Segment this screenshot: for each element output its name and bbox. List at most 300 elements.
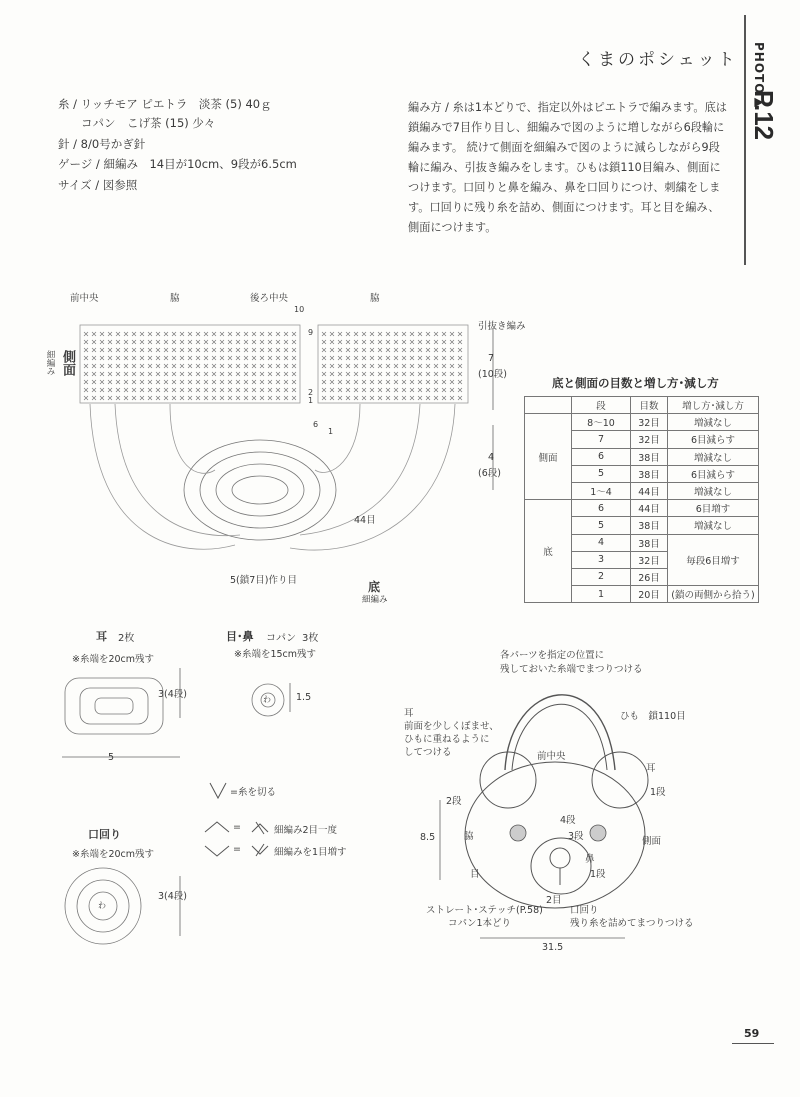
stitch-mark: [180, 364, 184, 368]
stitch-mark: [426, 364, 430, 368]
stitch-mark: [204, 340, 208, 344]
stitch-mark: [322, 396, 326, 400]
stitch-mark: [212, 348, 216, 352]
stitch-mark: [322, 364, 326, 368]
legend-dec: 細編み2目一度: [274, 825, 338, 836]
stitch-mark: [386, 332, 390, 336]
bottom-row-6: 6: [313, 420, 319, 429]
stitch-mark: [338, 372, 342, 376]
stitch-mark: [362, 356, 366, 360]
stitch-mark: [402, 332, 406, 336]
stitch-mark: [84, 348, 88, 352]
stitch-mark: [252, 388, 256, 392]
stitch-mark: [354, 340, 358, 344]
stitch-mark: [108, 388, 112, 392]
stitch-mark: [330, 356, 334, 360]
page-number: 59: [744, 1027, 760, 1040]
stitch-mark: [260, 364, 264, 368]
stitch-mark: [346, 380, 350, 384]
stitch-mark: [228, 364, 232, 368]
stitch-mark: [338, 388, 342, 392]
stitch-mark: [156, 332, 160, 336]
stitch-mark: [370, 348, 374, 352]
spec-yarn: 糸 / リッチモア ピエトラ 淡茶 (5) 40ｇ: [58, 97, 272, 111]
stitch-mark: [196, 364, 200, 368]
stitch-mark: [228, 356, 232, 360]
stitch-mark: [172, 348, 176, 352]
cell: 26目: [631, 568, 668, 585]
stitch-mark: [410, 332, 414, 336]
stitch-mark: [116, 332, 120, 336]
cell: 38目: [631, 465, 668, 482]
cell: 増減なし: [668, 482, 759, 499]
stitch-mark: [450, 364, 454, 368]
stitch-mark: [100, 388, 104, 392]
spec-hook: 針 / 8/0号かぎ針: [58, 137, 146, 151]
stitch-mark: [378, 364, 382, 368]
spec-size: サイズ / 図参照: [58, 178, 138, 192]
stitch-mark: [292, 364, 296, 368]
cell: 2: [572, 568, 631, 585]
stitch-mark: [140, 364, 144, 368]
stitch-mark: [140, 356, 144, 360]
stitch-mark: [148, 396, 152, 400]
ear-title: 耳: [96, 630, 107, 643]
stitch-mark: [84, 388, 88, 392]
stitch-mark: [228, 380, 232, 384]
stitch-mark: [418, 340, 422, 344]
stitch-mark: [252, 364, 256, 368]
stitch-mark: [402, 340, 406, 344]
stitch-mark: [330, 372, 334, 376]
stitch-mark: [92, 380, 96, 384]
eye-note: ※糸端を15cm残す: [234, 649, 317, 660]
stitch-mark: [100, 332, 104, 336]
stitch-mark: [164, 340, 168, 344]
stitch-mark: [330, 396, 334, 400]
cell: 6目減らす: [668, 465, 759, 482]
cell: 8〜10: [572, 414, 631, 431]
stitch-mark: [450, 340, 454, 344]
header-row: 段: [572, 397, 631, 414]
stitch-mark: [386, 380, 390, 384]
stitch-mark: [220, 356, 224, 360]
stitch-mark: [132, 380, 136, 384]
stitch-mark: [434, 356, 438, 360]
stitch-mark: [212, 364, 216, 368]
stitch-mark: [188, 396, 192, 400]
stitch-mark: [378, 340, 382, 344]
stitch-mark: [330, 380, 334, 384]
stitch-mark: [458, 364, 462, 368]
mouth-ring: わ: [98, 901, 106, 910]
stitch-mark: [370, 396, 374, 400]
stitch-mark: [148, 340, 152, 344]
cell: 44目: [631, 482, 668, 499]
stitch-mark: [116, 396, 120, 400]
ear-height: 3(4段): [158, 689, 188, 700]
stitch-mark: [164, 348, 168, 352]
stitch-mark: [116, 364, 120, 368]
stitch-mark: [116, 356, 120, 360]
stitch-mark: [426, 372, 430, 376]
stitch-mark: [268, 364, 272, 368]
stitch-mark: [322, 388, 326, 392]
stitch-mark: [458, 348, 462, 352]
stitch-mark: [434, 372, 438, 376]
stitch-mark: [156, 380, 160, 384]
merged-cell: 毎段6目増す: [668, 534, 759, 586]
stitch-mark: [292, 396, 296, 400]
cell: 38目: [631, 534, 668, 551]
stitch-mark: [322, 380, 326, 384]
stitch-mark: [370, 372, 374, 376]
stitch-mark: [124, 380, 128, 384]
stitch-mark: [322, 348, 326, 352]
stitch-mark: [378, 348, 382, 352]
stitch-mark: [442, 340, 446, 344]
stitch-mark: [196, 332, 200, 336]
row-1-label: 1: [308, 396, 314, 405]
stitch-mark: [116, 380, 120, 384]
stitch-mark: [236, 396, 240, 400]
stitch-mark: [124, 340, 128, 344]
stitch-mark: [338, 380, 342, 384]
stitch-mark: [172, 388, 176, 392]
stitch-mark: [84, 340, 88, 344]
header-count: 目数: [631, 397, 668, 414]
stitch-mark: [434, 332, 438, 336]
bottom-row-1: 1: [328, 427, 334, 436]
stitch-mark: [124, 332, 128, 336]
stitch-mark: [252, 332, 256, 336]
stitch-mark: [84, 372, 88, 376]
stitch-mark: [220, 348, 224, 352]
stitch-mark: [458, 388, 462, 392]
stitch-mark: [132, 364, 136, 368]
stitch-mark: [108, 332, 112, 336]
stitch-mark: [434, 388, 438, 392]
stitch-mark: [410, 388, 414, 392]
stitch-mark: [362, 380, 366, 384]
stitch-note-1: ストレート･ステッチ(P.58): [426, 905, 543, 916]
count-44-label: 44目: [354, 515, 376, 526]
stitch-mark: [172, 380, 176, 384]
stitch-mark: [132, 356, 136, 360]
stitch-mark: [132, 396, 136, 400]
stitch-mark: [402, 380, 406, 384]
stitch-mark: [204, 396, 208, 400]
stitch-mark: [292, 380, 296, 384]
stitch-mark: [252, 340, 256, 344]
stitch-mark: [386, 364, 390, 368]
cell: 1〜4: [572, 482, 631, 499]
stitch-mark: [236, 340, 240, 344]
stitch-mark: [346, 372, 350, 376]
page-title: くまのポシェット: [578, 50, 738, 70]
stitch-mark: [172, 356, 176, 360]
stitch-mark: [188, 340, 192, 344]
stitch-mark: [402, 372, 406, 376]
stitch-mark: [284, 388, 288, 392]
stitch-mark: [132, 340, 136, 344]
cell: (鎖の両側から拾う): [668, 586, 759, 603]
stitch-mark: [284, 364, 288, 368]
cell: 7: [572, 431, 631, 448]
page-number-rule: [732, 1043, 774, 1044]
stitch-mark: [268, 372, 272, 376]
stitch-mark: [236, 356, 240, 360]
stitch-mark: [92, 396, 96, 400]
stitch-mark: [124, 372, 128, 376]
stitch-mark: [260, 380, 264, 384]
stitch-mark: [378, 396, 382, 400]
assembly-ear-right: 耳: [646, 763, 656, 774]
stitch-mark: [228, 340, 232, 344]
stitch-mark: [268, 356, 272, 360]
stitch-mark: [346, 340, 350, 344]
assembly-row-2: 2段: [446, 796, 462, 807]
stitch-mark: [418, 332, 422, 336]
stitch-mark: [124, 364, 128, 368]
ear-chart: [65, 678, 163, 734]
stitch-mark: [236, 380, 240, 384]
stitch-mark: [100, 340, 104, 344]
stitch-mark: [180, 340, 184, 344]
stitch-mark: [378, 388, 382, 392]
stitch-mark: [394, 388, 398, 392]
stitch-mark: [164, 372, 168, 376]
stitch-mark: [228, 396, 232, 400]
stitch-mark: [252, 372, 256, 376]
stitch-mark: [276, 332, 280, 336]
cell: 増減なし: [668, 517, 759, 534]
stitch-mark: [442, 380, 446, 384]
cell: 38目: [631, 448, 668, 465]
stitch-mark: [140, 380, 144, 384]
start-chain-label: 5(鎖7目)作り目: [230, 575, 298, 586]
stitch-mark: [180, 332, 184, 336]
stitch-mark: [252, 348, 256, 352]
stitch-mark: [442, 356, 446, 360]
stitch-mark: [338, 356, 342, 360]
spec-yarn-2: コパン こげ茶 (15) 少々: [58, 116, 216, 130]
stitch-mark: [156, 364, 160, 368]
stitch-mark: [292, 388, 296, 392]
stitch-mark: [196, 388, 200, 392]
stitch-mark: [148, 332, 152, 336]
stitch-mark: [418, 364, 422, 368]
slip-stitch-label: 引抜き編み: [478, 321, 526, 332]
stitch-mark: [442, 396, 446, 400]
stitch-mark: [426, 388, 430, 392]
stitch-mark: [450, 332, 454, 336]
stitch-mark: [442, 348, 446, 352]
stitch-mark: [418, 348, 422, 352]
stitch-mark: [410, 380, 414, 384]
assembly-row-4: 4段: [560, 815, 576, 826]
stitch-mark: [188, 388, 192, 392]
bottom-oval-chart: [184, 440, 336, 540]
stitch-mark: [124, 388, 128, 392]
stitch-mark: [84, 380, 88, 384]
stitch-mark: [330, 364, 334, 368]
stitch-mark: [148, 372, 152, 376]
assembly-note-2: 残しておいた糸端でまつりつける: [500, 664, 643, 675]
stitch-mark: [292, 348, 296, 352]
cell: 増減なし: [668, 448, 759, 465]
stitch-mark: [220, 388, 224, 392]
stitch-mark: [260, 332, 264, 336]
stitch-mark: [354, 380, 358, 384]
legend-inc: 細編みを1目増す: [274, 847, 347, 858]
stitch-table: [524, 396, 759, 603]
stitch-mark: [260, 340, 264, 344]
stitch-mark: [196, 372, 200, 376]
side-height: 7: [488, 353, 495, 364]
cell: 6: [572, 500, 631, 517]
eye-title: 目･鼻: [226, 630, 254, 643]
cell: 38目: [631, 517, 668, 534]
stitch-mark: [292, 372, 296, 376]
stitch-mark: [276, 396, 280, 400]
stitch-mark: [84, 332, 88, 336]
stitch-mark: [442, 364, 446, 368]
stitch-mark: [252, 396, 256, 400]
stitch-mark: [204, 356, 208, 360]
cell: 32目: [631, 551, 668, 568]
stitch-mark: [220, 396, 224, 400]
cell: 6: [572, 448, 631, 465]
stitch-mark: [394, 380, 398, 384]
stitch-mark: [156, 396, 160, 400]
stitch-mark: [244, 364, 248, 368]
stitch-note-2: コパン1本どり: [448, 918, 512, 929]
stitch-mark: [204, 380, 208, 384]
stitch-mark: [284, 348, 288, 352]
stitch-mark: [220, 372, 224, 376]
stitch-mark: [434, 340, 438, 344]
stitch-mark: [108, 364, 112, 368]
assembly-height: 8.5: [420, 832, 436, 843]
stitch-mark: [370, 340, 374, 344]
ear-assembly-title: 耳: [404, 708, 414, 719]
table-row: [525, 500, 759, 517]
stitch-mark: [370, 380, 374, 384]
method-text: 編み方 / 糸は1本どりで、指定以外はピエトラで編みます。底は鎖編みで7目作り目し、細編みで図のように増しながら6段輪に編みます。 続けて側面を細編みで図のように減らしながら9段輪に編み、引抜き編みをします。ひもは鎖110目編み、側面につけます。口回りと鼻を編み、鼻を口回りにつけ、刺繍をします。口回りに残り糸を詰め、側面につけます。耳と目を編み、側面につけます。: [408, 101, 727, 234]
stitch-mark: [386, 348, 390, 352]
stitch-mark: [204, 388, 208, 392]
stitch-mark: [450, 396, 454, 400]
stitch-mark: [322, 356, 326, 360]
stitch-mark: [268, 340, 272, 344]
stitch-mark: [180, 380, 184, 384]
stitch-mark: [236, 364, 240, 368]
stitch-mark: [292, 332, 296, 336]
stitch-mark: [284, 356, 288, 360]
stitch-mark: [378, 356, 382, 360]
stitch-mark: [458, 340, 462, 344]
stitch-mark: [196, 348, 200, 352]
stitch-mark: [164, 356, 168, 360]
stitch-mark: [426, 348, 430, 352]
stitch-mark: [458, 396, 462, 400]
stitch-mark: [458, 372, 462, 376]
stitch-mark: [92, 348, 96, 352]
stitch-mark: [212, 332, 216, 336]
stitch-mark: [100, 396, 104, 400]
eye-yarn: コパン: [266, 633, 296, 644]
stitch-mark: [148, 348, 152, 352]
table-header-row: [525, 397, 759, 414]
assembly-note-1: 各パーツを指定の位置に: [500, 650, 605, 661]
stitch-mark: [394, 372, 398, 376]
eye-ring: わ: [263, 695, 271, 704]
stitch-mark: [450, 348, 454, 352]
stitch-mark: [402, 356, 406, 360]
cell: 5: [572, 465, 631, 482]
group-bottom: 底: [525, 500, 572, 603]
ear-assembly-note-1: 前面を少しくぼませ、: [404, 721, 499, 732]
stitch-mark: [108, 380, 112, 384]
stitch-mark: [188, 380, 192, 384]
stitch-mark: [156, 388, 160, 392]
stitch-mark: [92, 356, 96, 360]
stitch-mark: [204, 348, 208, 352]
stitch-mark: [244, 340, 248, 344]
stitch-mark: [268, 388, 272, 392]
table-row: [525, 414, 759, 431]
stitch-mark: [394, 332, 398, 336]
ear-count: 2枚: [118, 633, 135, 644]
stitch-mark: [410, 372, 414, 376]
mouth-title: 口回り: [88, 828, 121, 841]
stitch-mark: [458, 380, 462, 384]
stitch-mark: [394, 340, 398, 344]
stitch-mark: [354, 388, 358, 392]
stitch-mark: [156, 348, 160, 352]
mouth-note: ※糸端を20cm残す: [72, 849, 155, 860]
stitch-mark: [284, 340, 288, 344]
stitch-mark: [100, 356, 104, 360]
stitch-mark: [370, 356, 374, 360]
stitch-mark: [276, 356, 280, 360]
stitch-mark: [450, 356, 454, 360]
stitch-mark: [204, 372, 208, 376]
stitch-mark: [260, 388, 264, 392]
stitch-mark: [172, 396, 176, 400]
stitch-mark: [156, 356, 160, 360]
stitch-mark: [418, 356, 422, 360]
stitch-mark: [386, 340, 390, 344]
stitch-mark: [164, 364, 168, 368]
legend-inc-eq: =: [233, 844, 241, 855]
cell: 44目: [631, 500, 668, 517]
stitch-mark: [402, 364, 406, 368]
stitch-mark: [338, 396, 342, 400]
stitch-mark: [386, 396, 390, 400]
bottom-section-sub: 細編み: [362, 595, 388, 605]
stitch-mark: [354, 332, 358, 336]
stitch-mark: [196, 356, 200, 360]
stitch-mark: [140, 332, 144, 336]
stitch-mark: [252, 380, 256, 384]
cell: 1: [572, 586, 631, 603]
stitch-mark: [92, 372, 96, 376]
stitch-mark: [180, 372, 184, 376]
photo-label: PHOTO▶: [752, 42, 766, 110]
stitch-mark: [346, 396, 350, 400]
